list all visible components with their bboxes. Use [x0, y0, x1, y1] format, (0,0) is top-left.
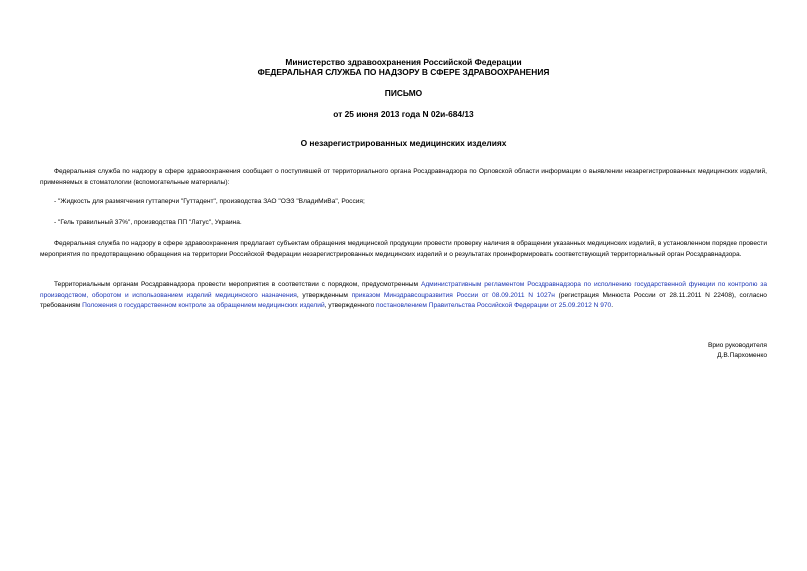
document-type: ПИСЬМО [384, 88, 423, 98]
regulation-link[interactable]: Административным регламентом Росздравнадзора по исполнению государственной функции по контролю за производством, оборотом и использованием изделий медицинского назначения [40, 281, 767, 299]
paragraph-1: Федеральная служба по надзору в сфере здравоохранения сообщает о поступившей от территориального органа Росздравнадзора по Орловской области информации о выявлении незарегистрированных медицинских изделий, применяемых в стоматологии (вспомогательные материалы): [40, 168, 767, 186]
service-name: ФЕДЕРАЛЬНАЯ СЛУЖБА ПО НАДЗОРУ В СФЕРЕ ЗДРАВООХРАНЕНИЯ [257, 67, 550, 77]
regulation-statute-link[interactable]: Положения о государственном контроле за обращением медицинских изделий [82, 302, 325, 310]
paragraph-3-text-3: (регистрация Минюста России от 28.11.2011 N 22408), согласно требованиям [40, 291, 767, 310]
paragraph-3-text-2: , утвержденным [296, 291, 352, 299]
paragraph-3-text-5: . [611, 302, 614, 310]
list-item-1: - "Жидкость для размягчения гуттаперчи "Гуттадент", производства ЗАО "ОЭЗ "ВладиМиВа", Россия; [54, 198, 365, 205]
paragraph-3 [40, 280, 767, 312]
signature-position: Врио руководителя [707, 342, 767, 349]
order-link[interactable]: приказом Минздравсоцразвития России от 08.09.2011 N 1027н [351, 291, 555, 299]
list-item-2: - "Гель травильный 37%", производства ПП "Латус", Украина. [54, 219, 242, 226]
paragraph-3-text-4: , утвержденного [324, 302, 377, 310]
signature-name: Д.В.Пархоменко [717, 352, 767, 359]
government-decree-link[interactable]: постановлением Правительства Российской Федерации от 25.09.2012 N 970 [376, 302, 612, 310]
document-date-number: от 25 июня 2013 года N 02и-684/13 [333, 109, 474, 119]
document-subject: О незарегистрированных медицинских изделиях [300, 138, 507, 148]
paragraph-3-text-1: Территориальным органам Росздравнадзора провести мероприятия в соответствии с порядком, предусмотренным [54, 281, 421, 288]
paragraph-2: Федеральная служба по надзору в сфере здравоохранения предлагает субъектам обращения медицинской продукции провести проверку наличия в обращении указанных медицинских изделий, в установленном порядке провести мероприятия по предотвращению обращения на территории Российской Федерации незарегистрированных медицинских изделий и о результатах проинформировать соответствующий территориальный орган Росздравнадзора. [40, 240, 767, 258]
ministry-name: Министерство здравоохранения Российской Федерации [285, 57, 522, 67]
